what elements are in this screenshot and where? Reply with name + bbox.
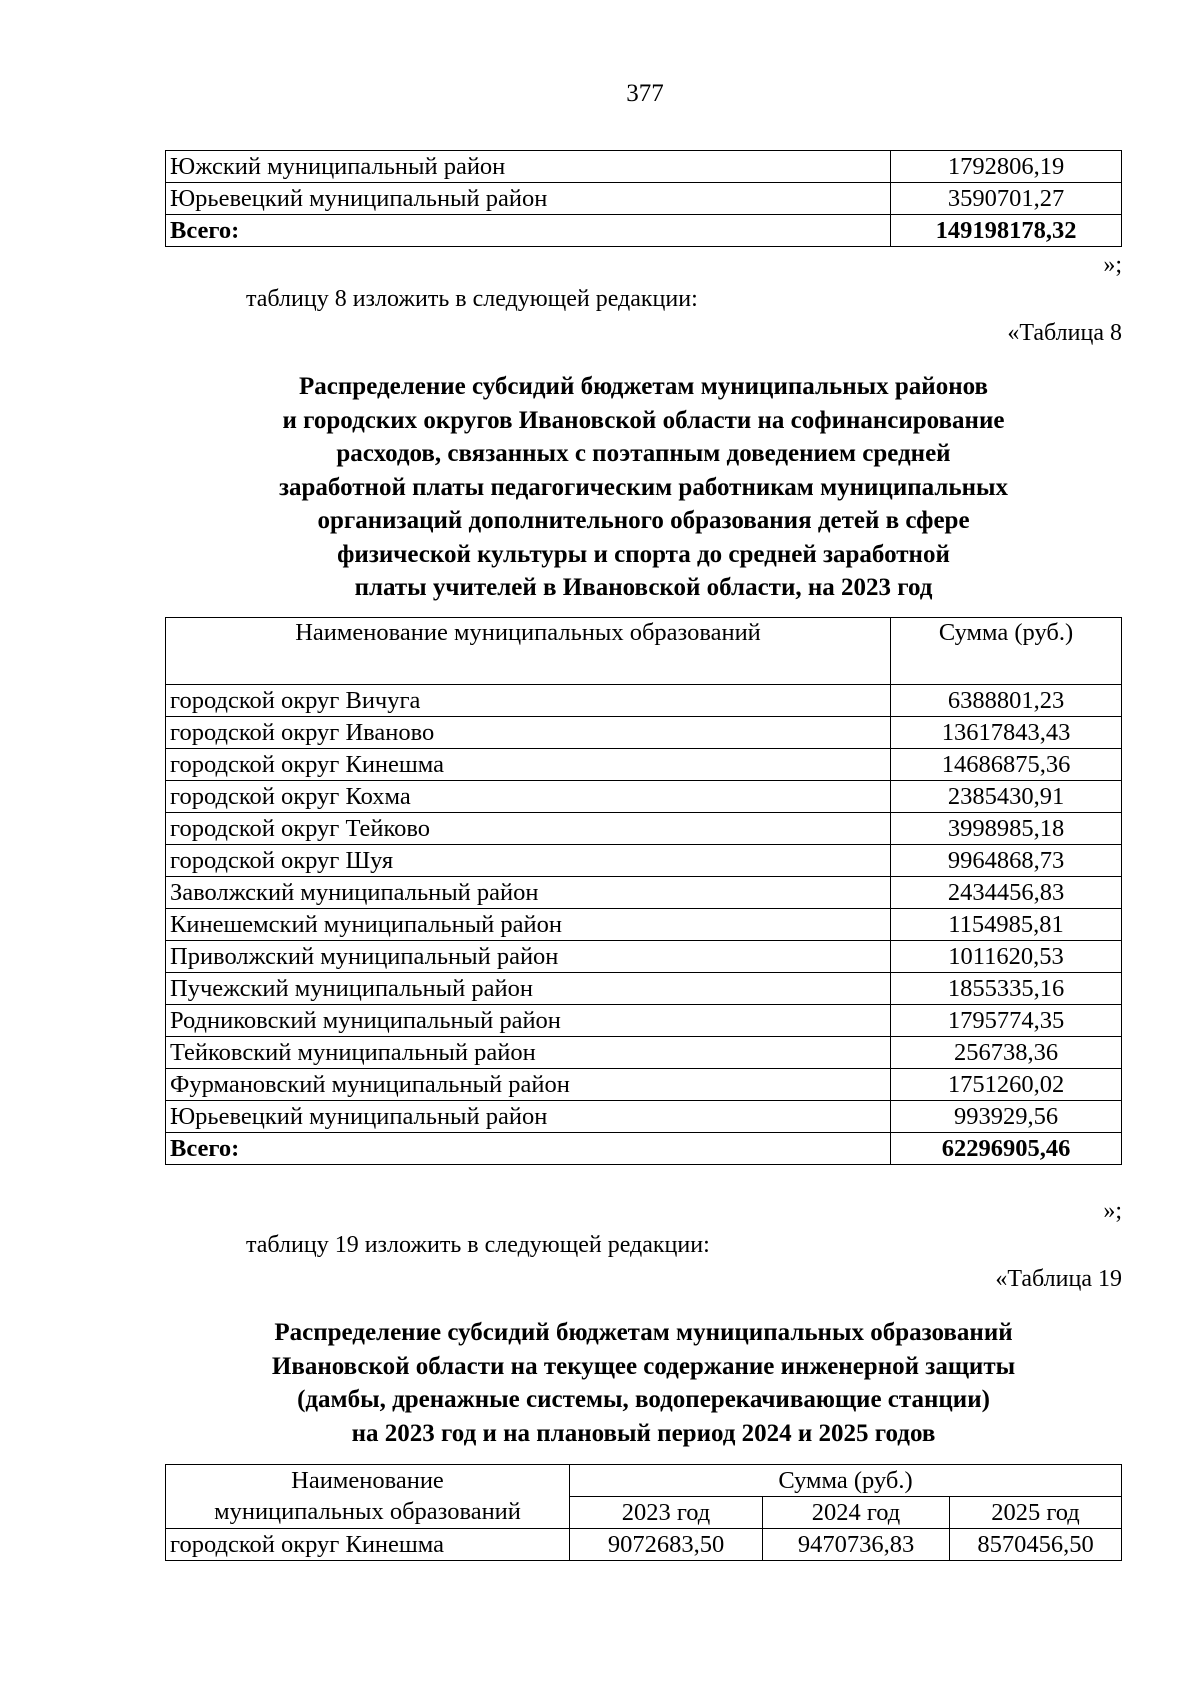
row-value: 256738,36 xyxy=(891,1037,1122,1069)
table-19 xyxy=(165,1464,1122,1561)
row-name: Родниковский муниципальный район xyxy=(166,1005,891,1037)
row-name: Тейковский муниципальный район xyxy=(166,1037,891,1069)
total-row xyxy=(166,1133,1122,1165)
row-value: 14686875,36 xyxy=(891,749,1122,781)
title-line: и городских округов Ивановской области на софинансирование xyxy=(282,406,1005,434)
header-sum: Сумма (руб.) xyxy=(570,1465,1122,1497)
table-8-label: «Таблица 8 xyxy=(1007,320,1122,346)
title-line: платы учителей в Ивановской области, на 2023 год xyxy=(354,574,933,601)
table-row xyxy=(166,717,1122,749)
row-name: Приволжский муниципальный район xyxy=(166,941,891,973)
row-name: городской округ Тейково xyxy=(166,813,891,845)
row-value-2025: 8570456,50 xyxy=(950,1529,1122,1561)
row-value: 1154985,81 xyxy=(891,909,1122,941)
table-row xyxy=(166,685,1122,717)
table-header xyxy=(166,618,1122,685)
header-year: 2024 год xyxy=(763,1497,950,1529)
row-value: 993929,56 xyxy=(891,1101,1122,1133)
row-name: Юрьевецкий муниципальный район xyxy=(166,183,891,215)
row-name: Заволжский муниципальный район xyxy=(166,877,891,909)
row-name: городской округ Кинешма xyxy=(166,1529,570,1561)
table-row xyxy=(166,941,1122,973)
row-value-2023: 9072683,50 xyxy=(570,1529,763,1561)
table-row xyxy=(166,813,1122,845)
row-value: 1751260,02 xyxy=(891,1069,1122,1101)
table-row xyxy=(166,877,1122,909)
table-8 xyxy=(165,617,1122,1165)
table-row xyxy=(166,973,1122,1005)
table-header xyxy=(166,1465,1122,1497)
page-number: 377 xyxy=(626,80,664,107)
row-name: городской округ Шуя xyxy=(166,845,891,877)
header-name-line1: Наименование xyxy=(166,1465,570,1497)
header-year: 2023 год xyxy=(570,1497,763,1529)
table-row xyxy=(166,1037,1122,1069)
title-line: Распределение субсидий бюджетам муниципальных районов xyxy=(299,373,988,400)
header-name: Наименование муниципальных образований xyxy=(166,618,891,685)
table-row xyxy=(166,1101,1122,1133)
top-table xyxy=(165,150,1122,247)
row-name: городской округ Кохма xyxy=(166,781,891,813)
header-sum: Сумма (руб.) xyxy=(891,618,1122,685)
title-line: заработной платы педагогическим работникам муниципальных xyxy=(278,473,1009,501)
table-19-label: «Таблица 19 xyxy=(995,1266,1122,1292)
row-value: 9964868,73 xyxy=(891,845,1122,877)
title-line: на 2023 год и на плановый период 2024 и 2025 годов xyxy=(351,1419,936,1447)
title-line: Ивановской области на текущее содержание инженерной защиты xyxy=(271,1352,1016,1380)
title-line: организаций дополнительного образования детей в сфере xyxy=(317,507,970,534)
table-header xyxy=(166,1497,1122,1529)
table-row xyxy=(166,845,1122,877)
row-name: Пучежский муниципальный район xyxy=(166,973,891,1005)
row-value: 3590701,27 xyxy=(891,183,1122,215)
table-row xyxy=(166,909,1122,941)
row-name: городской округ Вичуга xyxy=(166,685,891,717)
instruction-table-19: таблицу 19 изложить в следующей редакции: xyxy=(246,1232,710,1258)
total-label: Всего: xyxy=(166,215,891,247)
table-row xyxy=(166,1529,1122,1561)
table-row xyxy=(166,151,1122,183)
title-line: расходов, связанных с поэтапным доведением средней xyxy=(336,440,951,467)
row-value: 1795774,35 xyxy=(891,1005,1122,1037)
title-line: (дамбы, дренажные системы, водоперекачивающие станции) xyxy=(297,1386,990,1413)
row-name: городской округ Иваново xyxy=(166,717,891,749)
table-row xyxy=(166,781,1122,813)
table-row xyxy=(166,1069,1122,1101)
row-name: Кинешемский муниципальный район xyxy=(166,909,891,941)
closing-quote: »; xyxy=(1103,1198,1122,1224)
row-value: 2434456,83 xyxy=(891,877,1122,909)
table-row xyxy=(166,1005,1122,1037)
instruction-table-8: таблицу 8 изложить в следующей редакции: xyxy=(246,286,698,312)
table-row xyxy=(166,183,1122,215)
table-8-title xyxy=(165,370,1122,605)
row-name: Юрьевецкий муниципальный район xyxy=(166,1101,891,1133)
header-year: 2025 год xyxy=(950,1497,1122,1529)
title-line: физической культуры и спорта до средней заработной xyxy=(337,540,950,568)
row-value: 3998985,18 xyxy=(891,813,1122,845)
row-name: Фурмановский муниципальный район xyxy=(166,1069,891,1101)
row-value: 1855335,16 xyxy=(891,973,1122,1005)
row-value: 13617843,43 xyxy=(891,717,1122,749)
row-name: городской округ Кинешма xyxy=(166,749,891,781)
table-19-title xyxy=(165,1316,1122,1450)
total-value: 62296905,46 xyxy=(891,1133,1122,1165)
table-row xyxy=(166,749,1122,781)
row-value: 1011620,53 xyxy=(891,941,1122,973)
closing-quote: »; xyxy=(1103,252,1122,278)
total-label: Всего: xyxy=(166,1133,891,1165)
total-row xyxy=(166,215,1122,247)
row-value: 2385430,91 xyxy=(891,781,1122,813)
row-value-2024: 9470736,83 xyxy=(763,1529,950,1561)
title-line: Распределение субсидий бюджетам муниципальных образований xyxy=(274,1319,1013,1346)
header-name-line2: муниципальных образований xyxy=(166,1497,570,1529)
row-value: 1792806,19 xyxy=(891,151,1122,183)
total-value: 149198178,32 xyxy=(891,215,1122,247)
row-name: Южский муниципальный район xyxy=(166,151,891,183)
row-value: 6388801,23 xyxy=(891,685,1122,717)
